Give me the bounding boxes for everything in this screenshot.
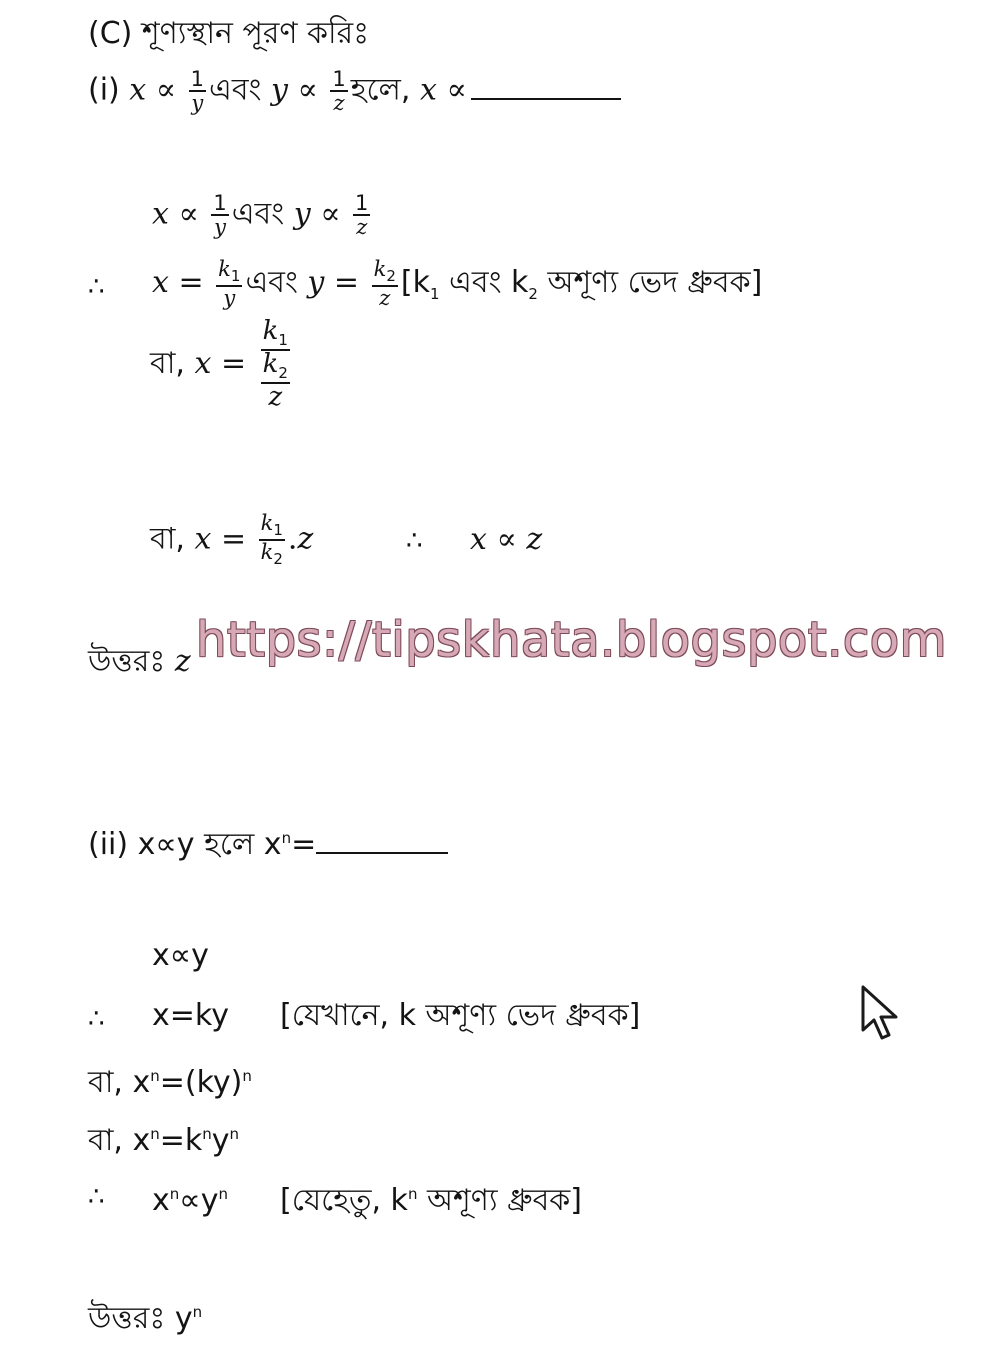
answer-blank — [471, 72, 621, 100]
question-number: (i) — [88, 72, 120, 108]
step-4: বা, x = $\frac{k_1}{k_2}$ .z — [150, 511, 314, 569]
conclusion-i: x ∝ z — [470, 522, 543, 557]
step-ii-3: বা, $x^n=(ky)^n$ — [88, 1065, 252, 1100]
answer-blank — [316, 826, 448, 854]
therefore-symbol: ∴ — [88, 272, 105, 302]
step-ii-2: x=ky — [152, 998, 229, 1033]
step-1: x ∝ $\frac{1}{y}$ এবং y ∝ $\frac{1}{z}$ — [152, 191, 369, 240]
section-heading: (C) শূণ্যস্থান পূরণ করিঃ — [88, 16, 370, 51]
therefore-symbol: ∴ — [88, 1182, 105, 1212]
question-ii: (ii) x∝y হলে $x^n=$ — [88, 820, 448, 863]
therefore-symbol: ∴ — [406, 526, 423, 556]
watermark-url: https://tipskhata.blogspot.com — [196, 612, 947, 668]
step-ii-5-note: [যেহেতু, $k^n$ অশূণ্য ধ্রুবক] — [280, 1183, 582, 1218]
step-ii-1: x∝y — [152, 938, 209, 973]
step-2: x = $\frac{k_1}{y}$ এবং y = $\frac{k_2}{z}$ [$k_1$ এবং $k_2$ অশূণ্য ভেদ ধ্রুবক] — [152, 257, 763, 310]
answer-ii: উত্তরঃ $y^n$ — [88, 1301, 203, 1336]
question-i: (i) x ∝ $\frac{1}{y}$ এবং y ∝ $\frac{1}{z}$ হলে, x ∝ — [88, 68, 621, 114]
therefore-symbol: ∴ — [88, 1004, 105, 1034]
step-ii-4: বা, $x^n=k^ny^n$ — [88, 1123, 240, 1158]
step-ii-5: $x^n\propto y^n$ — [152, 1183, 228, 1218]
answer-i: উত্তরঃ z — [88, 644, 191, 679]
mouse-cursor-icon — [860, 984, 904, 1044]
step-3: বা, x = $\frac{k_1}{\frac{k_2}{z}}$ — [150, 316, 288, 412]
step-ii-2-note: [যেখানে, k অশূণ্য ভেদ ধ্রুবক] — [280, 998, 641, 1033]
